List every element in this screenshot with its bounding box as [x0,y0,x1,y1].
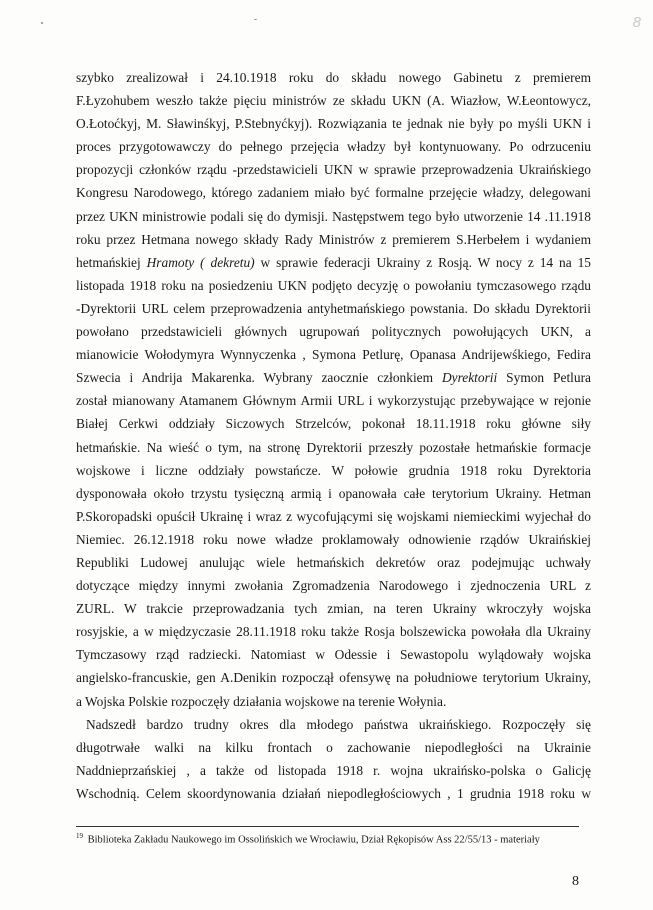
text-line: przez UKN ministrowie podali się do dymisji. Następstwem tego było utworzenie 14 .11.1918 [76,208,591,224]
text-line-with-italic: Szwecia i Andrija Makarenka. Wybrany zaocznie członkiem Dyrektorii Symon Petlura [76,370,591,386]
text-line: ZURL. W trakcie przeprowadzania tych zmian, na teren Ukrainy wkroczyły wojska [76,601,591,617]
text-line: O.Łotoćkyj, M. Sławinśkyj, P.Stebnyćkyj). Rozwiązania te jednak nie były po myśli UKN i [76,116,591,132]
body-text [76,66,591,805]
text-line: -Dyrektorii URL celem przeprowadzenia antyhetmańskiego powstania. Do składu Dyrektorii [76,300,591,316]
text-line: hetmańskie. Na wieść o tym, na stronę Dyrektorii przeszły pozostałe hetmańskie formacje [76,439,591,455]
text-line: F.Łyzohubem weszło także pięciu ministrów ze składu UKN (A. Wiazłow, W.Łeontowycz, [76,93,591,109]
page-number: 8 [572,874,579,889]
text-line: dysponowała około trzystu tysięczną armią i opanowała całe terytorium Ukrainy. Hetman [76,485,591,501]
text-line: szybko zrealizował i 24.10.1918 roku do składu nowego Gabinetu z premierem [76,70,591,85]
text-line: Tymczasowy rząd radziecki. Natomiast w Odessie i Sewastopolu wylądowały wojska [76,647,591,663]
scan-speck [41,22,43,24]
italic-phrase: Hramoty ( dekretu) [146,254,255,270]
footnote [76,832,591,846]
footnote-divider [76,826,579,827]
corner-page-mark: 8 [632,14,641,31]
text-line: P.Skoropadski opuścił Ukrainę i wraz z wycofującymi się wojskami niemieckimi wyjechał do [76,508,591,524]
text-line: proces przygotowawczy do pełnego przejęcia władzy był kontynuowany. Po odrzuceniu [76,139,591,155]
text-line: listopada 1918 roku na posiedzeniu UKN podjęto decyzję o powołaniu tymczasowego rządu [76,277,591,293]
text-line: Kongresu Narodowego, którego zadaniem miało być formalne przejęcie władzy, delegowani [76,185,591,201]
italic-phrase: Dyrektorii [441,370,498,386]
text-line: rosyjskie, a w międzyczasie 28.11.1918 roku także Rosja bolszewicka powołała dla Ukrainy [76,624,591,640]
text-line: Niemiec. 26.12.1918 roku nowe władze proklamowały odnowienie rządów Ukraińskiej [76,531,591,547]
text-line-with-italic: hetmańskiej Hramoty ( dekretu) w sprawie federacji Ukrainy z Rosją. W nocy z 14 na 15 [76,254,591,270]
text-line: Naddnieprzańskiej , a także od listopada 1918 r. wojna ukraińsko-polska o Galicję [76,762,591,778]
text-line: Wschodnią. Celem skoordynowania działań niepodległościowych , 1 grudnia 1918 roku w [76,785,591,801]
text-line: roku przez Hetmana nowego składy Rady Ministrów z premierem S.Herbełem i wydaniem [76,231,591,247]
text-line: został mianowany Atamanem Głównym Armii URL i wykorzystując przebywające w rejonie [76,393,591,409]
text-line: powołano przedstawicieli głównych ugrupowań politycznych powołujących UKN, a [76,324,591,340]
text-line: wojskowe i liczne oddziały powstańcze. W połowie grudnia 1918 roku Dyrektoria [76,462,591,478]
text-line: dotyczące między innymi zwołania Zgromadzenia Narodowego i zjednoczenia URL z [76,578,591,594]
footnote-number: 19 [76,832,83,840]
text-line: Republiki Ludowej anulując wiele hetmańskich dekretów oraz podejmując uchwały [76,554,591,570]
text-line: długotrwałe walki na kilku frontach o zachowanie niepodległości na Ukrainie [76,739,591,755]
text-line: propozycji członków rządu -przedstawicieli UKN w sprawie przeprowadzenia Ukraińskiego [76,162,591,178]
text-line: mianowicie Wołodymyra Wynnyczenka , Symona Petlurę, Opanasa Andrijewśkiego, Fedira [76,347,591,363]
footnote-text: Biblioteka Zakładu Naukowego im Ossolińskich we Wrocławiu, Dział Rękopisów Ass 22/55/13 - materiały [87,834,540,846]
scan-speck [254,19,257,20]
text-line: Białej Cerkwi oddziały Siczowych Strzelców, pokonał 18.11.1918 roku główne siły [76,416,591,432]
text-line: angielsko-francuskie, gen A.Denikin rozpoczął ofensywę na południowe terytorium Ukrainy, [76,670,591,686]
text-line-paragraph-start: Nadszedł bardzo trudny okres dla młodego państwa ukraińskiego. Rozpoczęły się [86,716,591,732]
text-line-paragraph-end: a Wojska Polskie rozpoczęły działania wojskowe na terenie Wołynia. [76,693,447,709]
